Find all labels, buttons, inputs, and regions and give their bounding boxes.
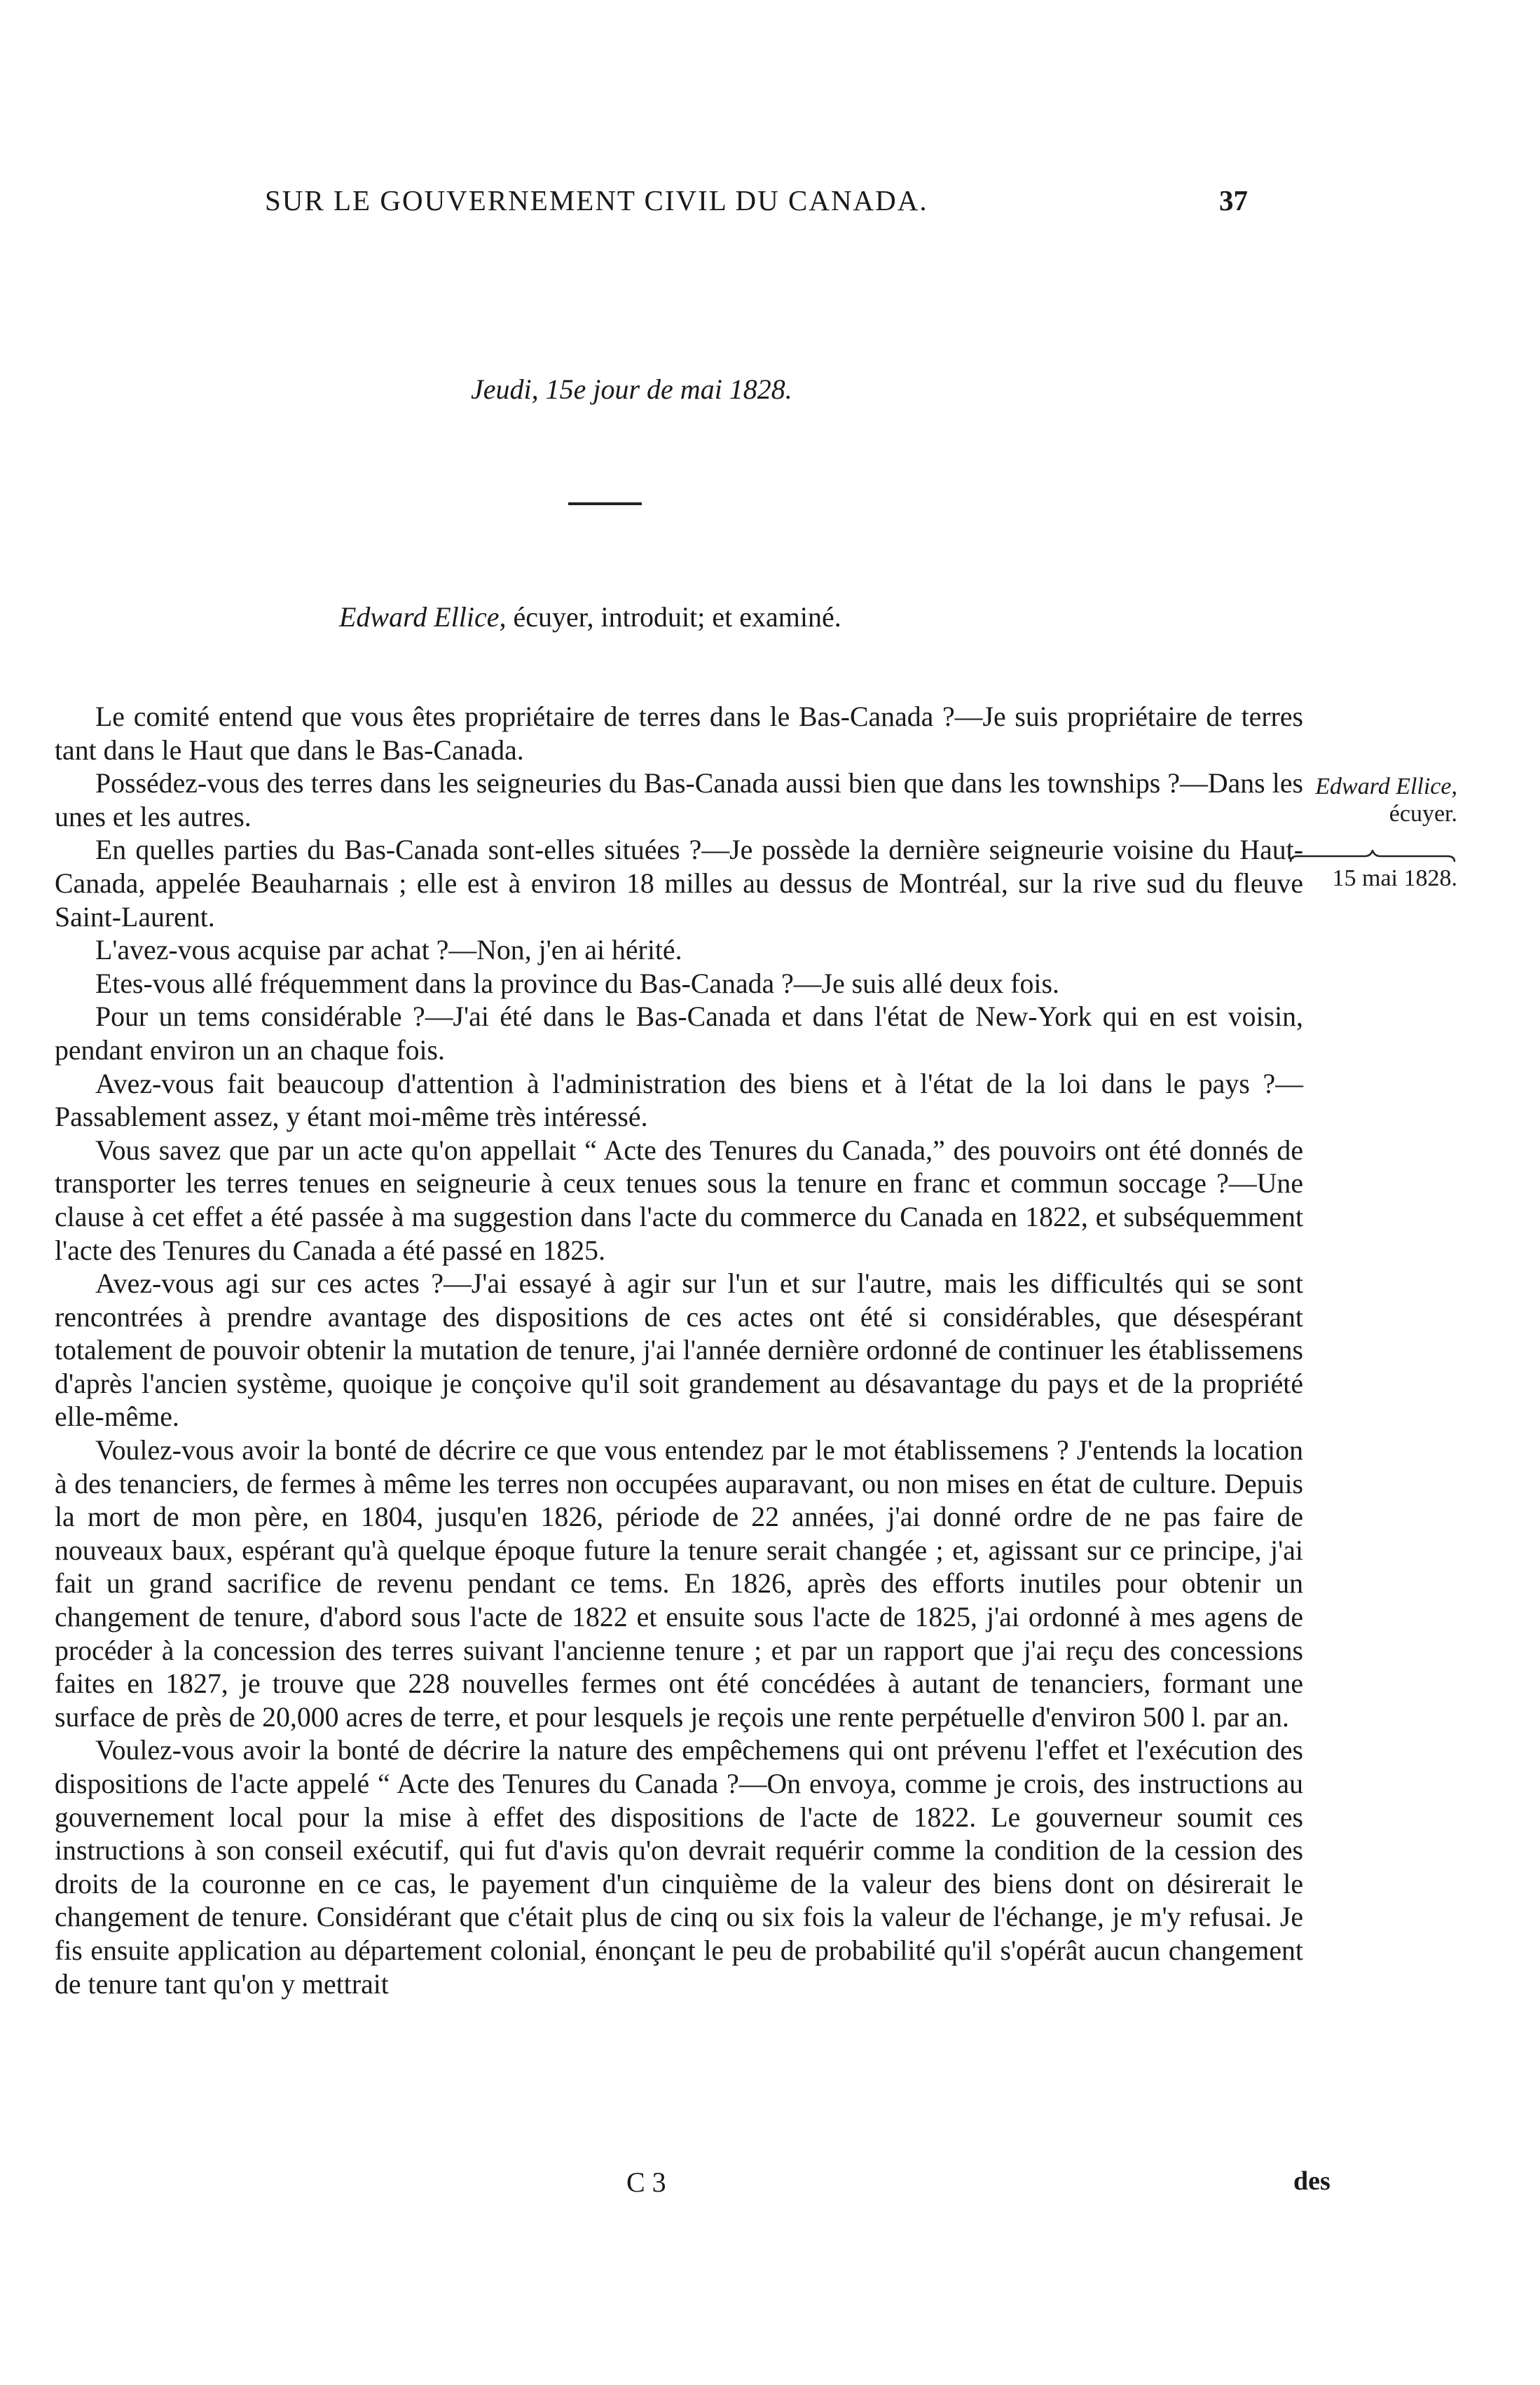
- signature-mark: C 3: [626, 2166, 666, 2198]
- paragraph: Voulez-vous avoir la bonté de décrire la nature des empêchemens qui ont prévenu l'effet et l'exécution des dispositions de l'acte appelé “ Acte des Tenures du Canada ?—On envoya, comme je crois, des instructions au gouvernement local pour la mise à effet des dispositions de l'acte de 1822. Le gouverneur soumit ces instructions à son conseil exécutif, qui fut d'avis qu'on devrait requérir comme la condition de la cession des droits de la couronne en ce cas, le payement d'un cinquième de la valeur des biens dont on désirerait le changement de tenure. Considérant que c'était plus de cinq ou six fois la valeur de l'échange, je m'y refusai. Je fis ensuite application au département colonial, énonçant le peu de probabilité qu'il s'opérât aucun changement de tenure tant qu'on y mettrait: [55, 1735, 1303, 2000]
- section-rule: [568, 502, 642, 505]
- testimony-body: [55, 701, 1303, 2001]
- running-title: SUR LE GOUVERNEMENT CIVIL DU CANADA.: [265, 184, 928, 216]
- margin-note-name: Edward Ellice,: [1315, 774, 1457, 799]
- catchword: des: [1293, 2166, 1331, 2196]
- margin-note-title: écuyer.: [1389, 801, 1457, 827]
- paragraph: Voulez-vous avoir la bonté de décrire ce que vous entendez par le mot établissemens ? J'entends la location à des tenanciers, de fermes à même les terres non occupées auparavant, ou non mises en état de culture. Depuis la mort de mon père, en 1804, jusqu'en 1826, période de 22 années, j'ai donné ordre de ne pas faire de nouveaux baux, espérant qu'à quelque époque future la tenure serait changée ; et, agissant sur ce principe, j'ai fait un grand sacrifice de revenu pendant ce tems. En 1826, après des efforts inutiles pour obtenir un changement de tenure, d'abord sous l'acte de 1822 et ensuite sous l'acte de 1825, j'ai ordonné à mes agens de procéder à la concession des terres suivant l'ancienne tenure ; et par un rapport que j'ai reçu des concessions faites en 1827, je trouve que 228 nouvelles fermes ont été concédées à autant de tenanciers, formant une surface de près de 20,000 acres de terre, et pour lesquels je reçois une rente perpétuelle d'environ 500 l. par an.: [55, 1435, 1303, 1733]
- margin-note-date: 15 mai 1828.: [1332, 865, 1457, 891]
- paragraph: Le comité entend que vous êtes propriétaire de terres dans le Bas-Canada ?—Je suis propriétaire de terres tant dans le Haut que dans le Bas-Canada.: [55, 701, 1303, 766]
- paragraph: Avez-vous agi sur ces actes ?—J'ai essayé à agir sur l'un et sur l'autre, mais les difficultés qui se sont rencontrées à prendre avantage des dispositions de ces actes ont été si considérables, que désespérant totalement de pouvoir obtenir la mutation de tenure, j'ai l'année dernière ordonné de continuer les établissemens d'après l'ancien système, quoique je conçoive qu'il soit grandement au désavantage du pays et de la propriété elle-même.: [55, 1268, 1303, 1433]
- paragraph: En quelles parties du Bas-Canada sont-elles situées ?—Je possède la dernière seigneurie voisine du Haut-Canada, appelée Beauharnais ; elle est à environ 18 milles au dessus de Montréal, sur la rive sud du fleuve Saint-Laurent.: [55, 834, 1303, 933]
- paragraph: Etes-vous allé fréquemment dans la province du Bas-Canada ?—Je suis allé deux fois.: [95, 968, 1059, 999]
- paragraph: Possédez-vous des terres dans les seigneuries du Bas-Canada aussi bien que dans les townships ?—Dans les unes et les autres.: [55, 768, 1303, 832]
- margin-brace-icon: [1289, 850, 1456, 862]
- witness-description: écuyer, introduit; et examiné.: [513, 601, 841, 633]
- witness-name: Edward Ellice,: [339, 601, 507, 633]
- paragraph: Pour un tems considérable ?—J'ai été dans le Bas-Canada et dans l'état de New-York qui en est voisin, pendant environ un an chaque fois.: [55, 1001, 1303, 1066]
- witness-intro: [339, 600, 841, 633]
- paragraph: Vous savez que par un acte qu'on appellait “ Acte des Tenures du Canada,” des pouvoirs ont été donnés de transporter les terres tenues en seigneurie à ceux tenues sous la tenure en franc et commun soccage ?—Une clause à cet effet a été passée à ma suggestion dans l'acte du commerce du Canada en 1822, et subséquemment l'acte des Tenures du Canada a été passé en 1825.: [55, 1134, 1303, 1266]
- page-number: 37: [1219, 184, 1248, 216]
- session-date: Jeudi, 15e jour de mai 1828.: [471, 373, 792, 405]
- paragraph: L'avez-vous acquise par achat ?—Non, j'en ai hérité.: [95, 935, 682, 966]
- paragraph: Avez-vous fait beaucoup d'attention à l'administration des biens et à l'état de la loi dans le pays ?—Passablement assez, y étant moi-même très intéressé.: [55, 1068, 1303, 1133]
